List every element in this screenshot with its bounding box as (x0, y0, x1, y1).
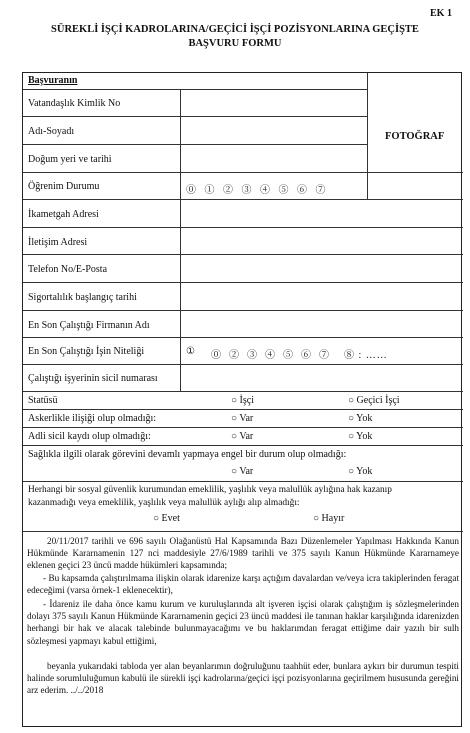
cell-divider (367, 173, 368, 200)
criminal-no-option[interactable]: ○ Yok (348, 431, 373, 442)
health-no-option[interactable]: ○ Yok (348, 466, 373, 477)
form-title: SÜREKLİ İŞÇİ KADROLARINA/GEÇİCİ İŞÇİ POZİSYONLARINA GEÇİŞTE (51, 24, 419, 35)
cell-divider (180, 173, 181, 200)
cell-divider (180, 228, 181, 255)
declaration-paragraph: - İdareniz ile daha önce kamu kurum ve kuruluşlarında alt işveren işçisi olarak çalıştığım iş sözleşmelerinden dolayı 375 sayılı Kanun Hükmünde Kararnamenin geçici 23 üncü maddesi ile tanınan haklar karşılığında idarenizden herhangi bir hak ve alacak talebinde bulunmayacağımı ve bu haklarımdan feragat ettiğime dair yazılı bir sulh sözleşmesi yapmayı kabul ettiğimi, (27, 599, 459, 646)
pension-question-line1: Herhangi bir sosyal güvenlik kurumundan emeklilik, yaşlılık veya malullük aylığına hak kazanıp (28, 485, 392, 495)
pension-row (23, 481, 463, 531)
field-label: Çalıştığı işyerinin sicil numarası (28, 373, 158, 384)
field-label: En Son Çalıştığı Firmanın Adı (28, 320, 150, 331)
cell-divider (180, 311, 181, 338)
military-row (23, 409, 463, 427)
field-label: İletişim Adresi (28, 237, 88, 248)
field-label: İkametgah Adresi (28, 209, 99, 220)
cell-divider (180, 117, 181, 145)
cell-divider (180, 255, 181, 283)
field-row (23, 337, 463, 364)
field-label: Sigortalılık başlangıç tarihi (28, 292, 137, 303)
field-row (23, 199, 463, 227)
job-option-first[interactable]: ① (186, 346, 195, 357)
cell-divider (180, 90, 181, 117)
health-yes-option[interactable]: ○ Var (231, 466, 254, 477)
cell-divider (180, 338, 181, 365)
cell-divider (180, 200, 181, 228)
applicant-section-label: Başvuranın (28, 75, 78, 86)
military-yes-option[interactable]: ○ Var (231, 413, 254, 424)
declaration-paragraph: 20/11/2017 tarihli ve 696 sayılı Olağanüstü Hal Kapsamında Bazı Düzenlemeler Yapılması Hakkında Kanun Hükmünde Kararnamenin 127 nci maddesiyle 27/6/1989 tarihli ve 375 sayılı Kanun Hükmünde Kararnameye eklenen geçici 23 üncü madde hükümleri kapsamında; (27, 536, 459, 571)
pension-yes-option[interactable]: ○ Evet (153, 513, 180, 524)
field-row (23, 282, 463, 310)
job-options[interactable]: ⓪ ② ③ ④ ⑤ ⑥ ⑦ ⑧ : …… (211, 350, 388, 361)
education-options[interactable]: ⓪ ① ② ③ ④ ⑤ ⑥ ⑦ (186, 185, 329, 196)
field-label: Vatandaşlık Kimlik No (28, 98, 121, 109)
photo-label: FOTOĞRAF (385, 131, 445, 142)
pension-question-line2: kazanmadığı veya emeklilik, yaşlılık veya malullük aylığı alıp almadığı: (28, 498, 300, 508)
cell-divider (180, 365, 181, 392)
health-row (23, 445, 463, 481)
status-option-temporary[interactable]: ○ Geçici İşçi (348, 395, 400, 406)
field-row (23, 116, 367, 144)
annex-code: EK 1 (430, 8, 452, 19)
criminal-record-label: Adli sicil kaydı olup olmadığı: (28, 431, 151, 442)
health-label: Sağlıkla ilgili olarak görevini devamlı yapmaya engel bir durum olup olmadığı: (28, 449, 347, 460)
status-option-worker[interactable]: ○ İşçi (231, 395, 254, 406)
field-label: Öğrenim Durumu (28, 181, 100, 192)
criminal-record-row (23, 427, 463, 445)
field-label: Doğum yeri ve tarihi (28, 154, 112, 165)
applicant-section (23, 73, 367, 89)
application-form (22, 72, 462, 727)
field-row (23, 172, 463, 199)
military-no-option[interactable]: ○ Yok (348, 413, 373, 424)
form-subtitle: BAŞVURU FORMU (188, 38, 282, 49)
status-label: Statüsü (28, 395, 58, 406)
field-label: Telefon No/E-Posta (28, 264, 108, 275)
field-row (23, 364, 463, 391)
field-label: Adı-Soyadı (28, 126, 75, 137)
cell-divider (180, 283, 181, 311)
field-row (23, 310, 463, 337)
military-label: Askerlikle ilişiği olup olmadığı: (28, 413, 157, 424)
cell-divider (180, 145, 181, 173)
field-label: En Son Çalıştığı İşin Niteliği (28, 346, 145, 357)
field-row (23, 254, 463, 282)
declaration-section (23, 531, 463, 728)
field-row (23, 144, 367, 172)
pension-no-option[interactable]: ○ Hayır (313, 513, 345, 524)
field-row (23, 89, 367, 116)
criminal-yes-option[interactable]: ○ Var (231, 431, 254, 442)
declaration-paragraph: beyanla yukarıdaki tabloda yer alan beyanlarımın doğruluğunu taahhüt eder, bunlara aykırı bir durumun tespiti halinde sorumluluğumun kabulü ile sürekli işçi kadrolarına/geçici işçi pozisyonlarına geçirilmem hususunda gereğini arz ederim. ../../2018 (27, 661, 459, 696)
declaration-paragraph: - Bu kapsamda çalıştırılmama ilişkin olarak idarenize karşı açtığım davalardan ve/veya icra takiplerinden feragat edeceğimi (varsa örnek-1 eklenecektir), (27, 573, 459, 596)
status-row (23, 391, 463, 409)
field-row (23, 227, 463, 254)
